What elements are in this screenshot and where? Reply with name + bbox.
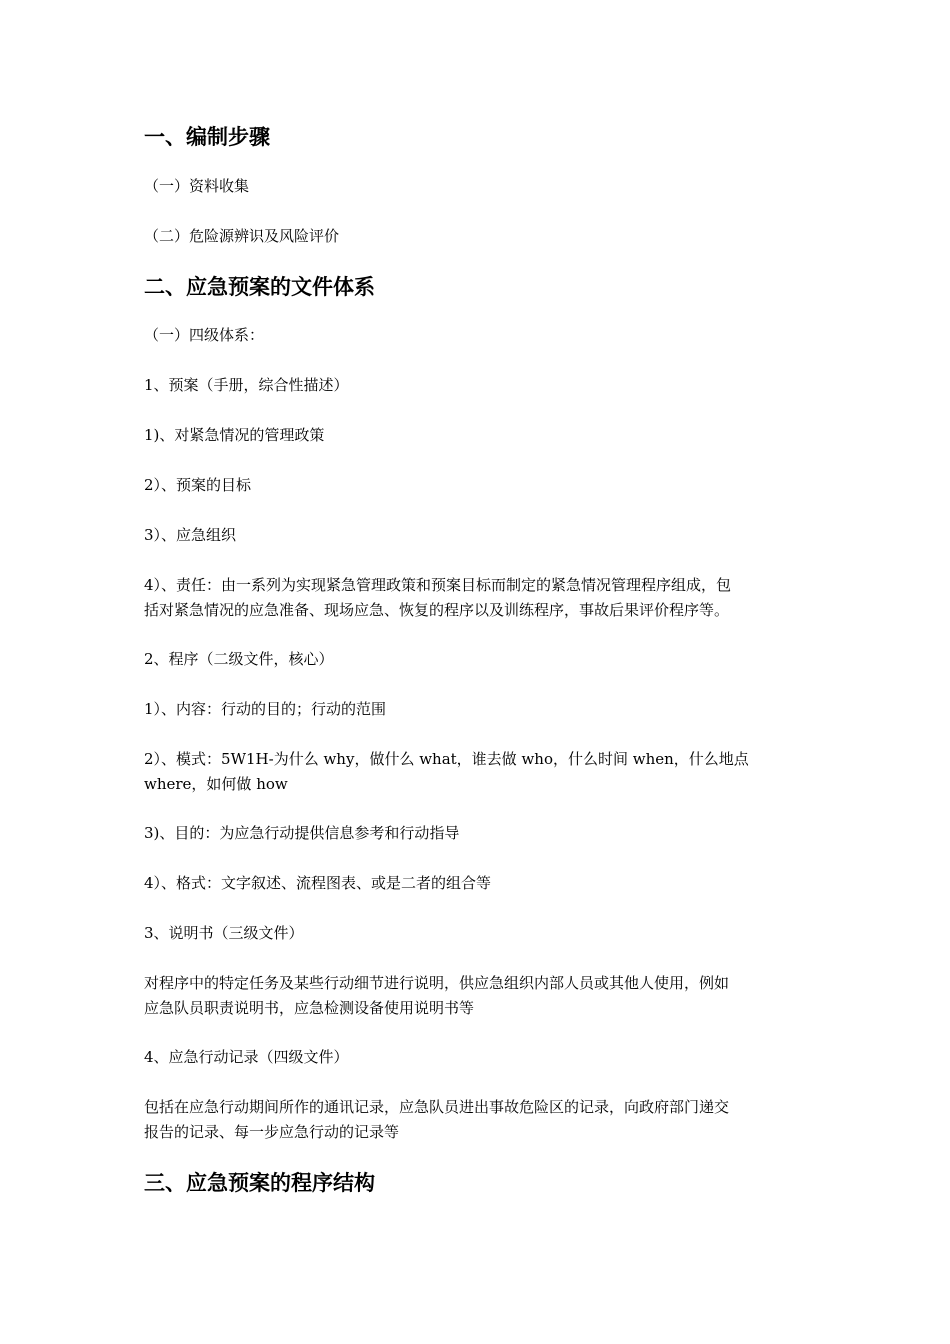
- paragraph-line: 4）、责任：由一系列为实现紧急管理政策和预案目标而制定的紧急情况管理程序组成，包: [144, 576, 732, 594]
- paragraph: [144, 971, 808, 1021]
- paragraph: [144, 573, 808, 623]
- paragraph: [144, 1095, 808, 1145]
- paragraph: （二）危险源辨识及风险评价: [144, 227, 340, 245]
- paragraph-line: 应急队员职责说明书，应急检测设备使用说明书等: [144, 999, 475, 1017]
- section-heading-1: 一、编制步骤: [144, 125, 270, 149]
- paragraph-line: 2）、模式：5W1H-为什么 why，做什么 what，谁去做 who，什么时间 when，什么地点: [144, 750, 749, 768]
- paragraph: [144, 747, 808, 797]
- section-heading-2: 二、应急预案的文件体系: [144, 275, 375, 299]
- paragraph: （一）四级体系：: [144, 326, 265, 344]
- paragraph: 3)、目的：为应急行动提供信息参考和行动指导: [144, 824, 460, 842]
- paragraph: 4、应急行动记录（四级文件）: [144, 1048, 349, 1066]
- paragraph: 3）、应急组织: [144, 526, 237, 544]
- paragraph: 1、预案（手册，综合性描述）: [144, 376, 349, 394]
- paragraph: 4）、格式：文字叙述、流程图表、或是二者的组合等: [144, 874, 492, 892]
- paragraph-line: 对程序中的特定任务及某些行动细节进行说明，供应急组织内部人员或其他人使用，例如: [144, 974, 730, 992]
- paragraph: 2）、预案的目标: [144, 476, 252, 494]
- paragraph: 2、程序（二级文件，核心）: [144, 650, 334, 668]
- section-heading-3: 三、应急预案的程序结构: [144, 1171, 375, 1195]
- paragraph: 1)、对紧急情况的管理政策: [144, 426, 325, 444]
- paragraph-line: 包括在应急行动期间所作的通讯记录，应急队员进出事故危险区的记录，向政府部门递交: [144, 1098, 730, 1116]
- paragraph-line: 报告的记录、每一步应急行动的记录等: [144, 1123, 400, 1141]
- paragraph: （一）资料收集: [144, 177, 250, 195]
- paragraph: 1）、内容：行动的目的；行动的范围: [144, 700, 387, 718]
- paragraph-line: 括对紧急情况的应急准备、现场应急、恢复的程序以及训练程序，事故后果评价程序等。: [144, 601, 730, 619]
- paragraph-line: where，如何做 how: [144, 775, 288, 793]
- paragraph: 3、说明书（三级文件）: [144, 924, 304, 942]
